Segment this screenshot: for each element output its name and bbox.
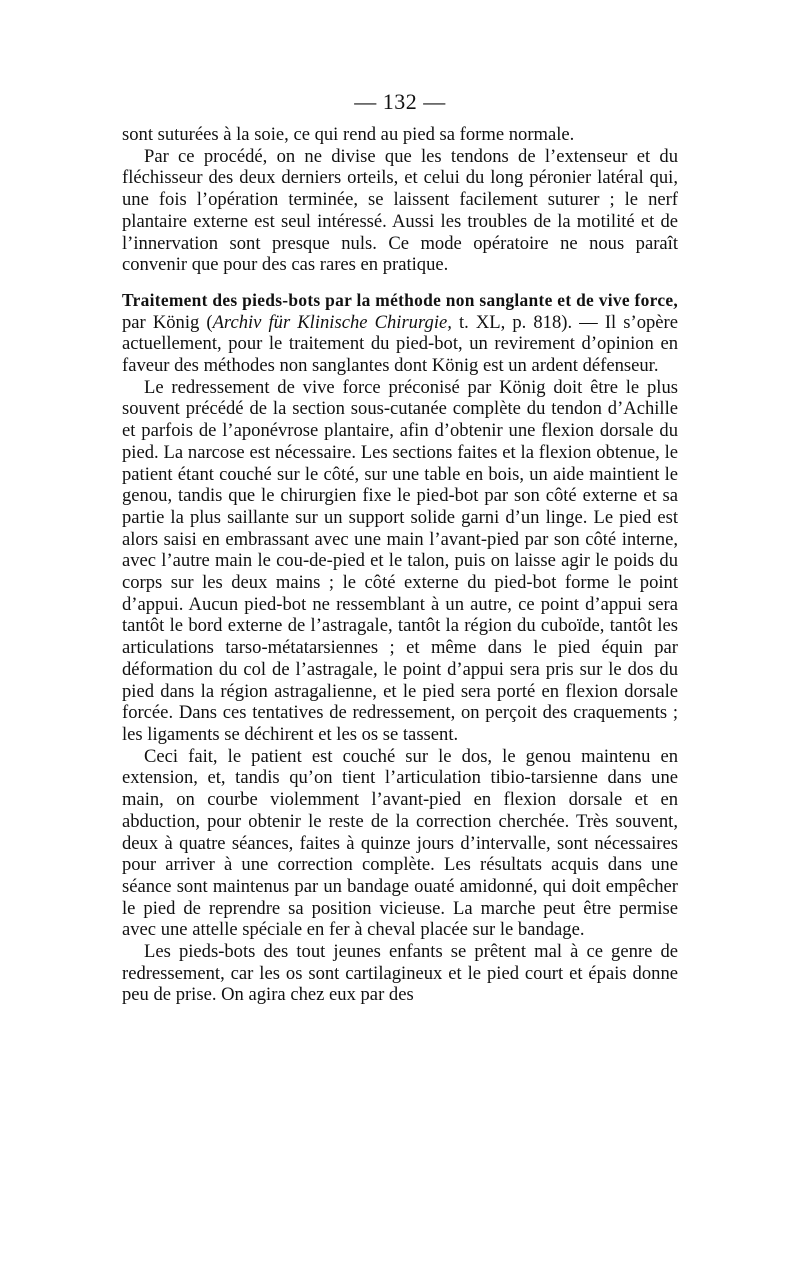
page-number: — 132 — <box>354 89 446 114</box>
section-author: par König ( <box>122 311 213 333</box>
journal-title: Archiv für Klinische Chirurgie, <box>212 311 452 333</box>
paragraph-procedure: Par ce procédé, on ne divise que les tendons de l’extenseur et du fléchisseur des deux derniers orteils, et celui du long péronier latéral qui, une fois l’opération terminée, se laissent facilement suturer ; le nerf plantaire externe est seul intéressé. Aussi les troubles de la motilité et de l’innervation sont presque nuls. Ce mode opératoire ne nous paraît convenir que pour des cas rares en pratique. <box>122 145 678 276</box>
paragraph-correction: Ceci fait, le patient est couché sur le dos, le genou maintenu en extension, et, tandis qu’on tient l’articulation tibio-tarsienne dans une main, on courbe violemment l’avant-pied en flexion dorsale et en abduction, pour obtenir le reste de la correction cherchée. Très souvent, deux à quatre séances, faites à quinze jours d’intervalle, sont nécessaires pour arriver à une correction complète. Les résultats acquis dans une séance sont maintenus par un bandage ouaté amidonné, qui doit empêcher le pied de reprendre sa position vicieuse. La marche peut être permise avec une attelle spéciale en fer à cheval placée sur le bandage. <box>122 745 678 941</box>
section-heading: Traitement des pieds-bots par la méthode non sanglante et de vive force, <box>122 289 678 310</box>
paragraph-enfants: Les pieds-bots des tout jeunes enfants se prêtent mal à ce genre de redressement, car les os sont cartilagineux et le pied court et épais donne peu de prise. On agira chez eux par des <box>122 941 678 1006</box>
paragraph-continuation: sont suturées à la soie, ce qui rend au pied sa forme normale. <box>122 124 575 145</box>
section-intro-text: t. XL, p. 818). — Il s’opère actuellement, pour le traitement du pied-bot, un revirement d’opinion en faveur des méthodes non sanglantes dont König est un ardent défenseur. <box>122 311 678 377</box>
paragraph-redressement: Le redressement de vive force préconisé par König doit être le plus souvent précédé de la section sous-cutanée complète du tendon d’Achille et parfois de l’aponévrose plantaire, afin d’obtenir une flexion dorsale du pied. La narcose est nécessaire. Les sections faites et la flexion obtenue, le patient étant couché sur le côté, sur une table en bois, un aide maintient le genou, tandis que le chirurgien fixe le pied-bot par son côté externe et sa partie la plus saillante sur un support solide garni d’un linge. Le pied est alors saisi en embrassant avec une main l’avant-pied par son côté interne, avec l’autre main le cou-de-pied et le talon, puis on laisse agir le poids du corps sur les deux mains ; le côté externe du pied-bot forme le point d’appui. Aucun pied-bot ne ressemblant à un autre, ce point d’appui sera tantôt le bord externe de l’astragale, tantôt la région du cuboïde, tantôt les articulations tarso-métatarsiennes ; et même dans le pied équin par déformation du col de l’astragale, le point d’appui sera pris sur le dos du pied dans la région astragalienne, et le pied sera porté en flexion dorsale forcée. Dans ces tentatives de redressement, on perçoit des craquements ; les ligaments se déchirent et les os se tassent. <box>122 376 678 745</box>
book-page <box>122 88 678 1006</box>
paragraph-section-intro <box>122 290 678 377</box>
